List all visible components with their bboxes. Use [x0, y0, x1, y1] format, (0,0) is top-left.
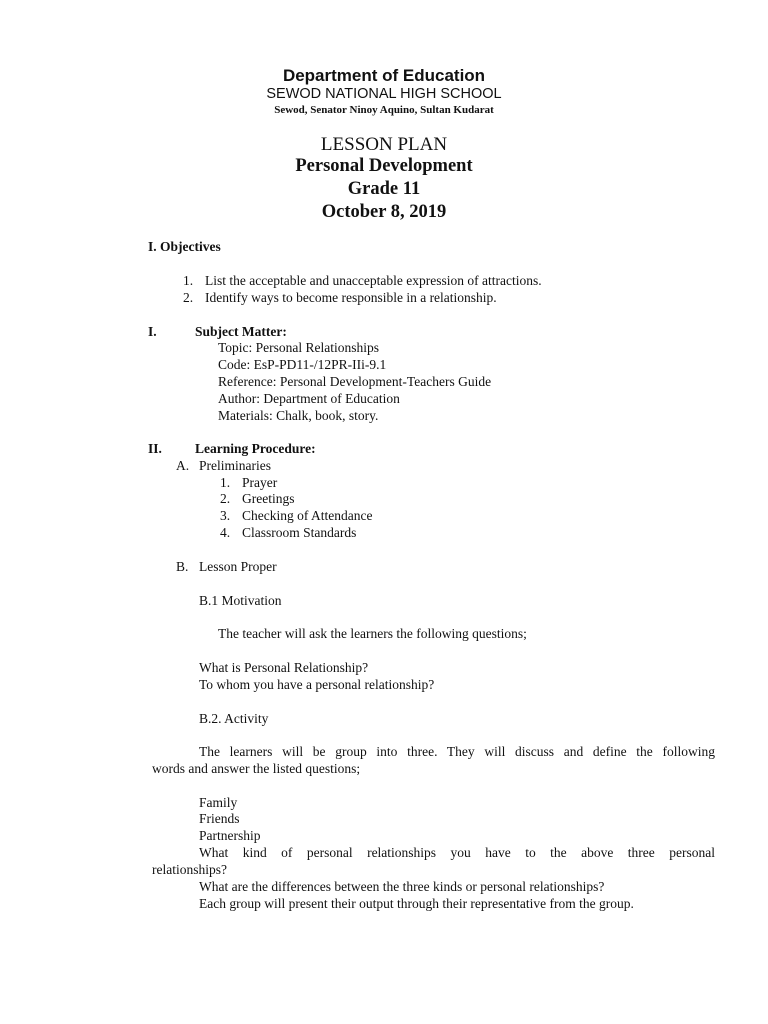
- school-name: SEWOD NATIONAL HIGH SCHOOL: [266, 86, 502, 102]
- activity-question: What are the differences between the three kinds or personal relationships?: [199, 879, 605, 894]
- activity-word: Partnership: [199, 828, 261, 843]
- activity-label: B.2. Activity: [199, 711, 269, 726]
- department-title: Department of Education: [282, 66, 486, 85]
- preliminaries-label: Preliminaries: [199, 458, 271, 473]
- school-address: Sewod, Senator Ninoy Aquino, Sultan Kudarat: [274, 104, 494, 116]
- activity-paragraph-line: words and answer the listed questions;: [152, 761, 361, 776]
- list-item: Classroom Standards: [242, 525, 357, 540]
- reference-line: Reference: Personal Development-Teachers Guide: [218, 374, 492, 389]
- lesson-date: October 8, 2019: [321, 202, 447, 222]
- activity-word: Family: [199, 795, 238, 810]
- activity-question-line: What kind of personal relationships you have to the above three personal: [199, 845, 715, 860]
- motivation-intro: The teacher will ask the learners the following questions;: [218, 626, 527, 641]
- activity-question-line: relationships?: [152, 862, 227, 877]
- learning-procedure-heading: Learning Procedure:: [195, 441, 316, 456]
- list-item: Checking of Attendance: [242, 508, 373, 523]
- activity-paragraph-line: The learners will be group into three. They will discuss and define the following: [199, 744, 715, 759]
- list-item: Prayer: [242, 475, 278, 490]
- preliminaries-letter: A.: [176, 458, 190, 473]
- subject-title: Personal Development: [295, 156, 473, 176]
- list-item-number: 3.: [220, 508, 231, 523]
- learning-procedure-numeral: II.: [148, 441, 162, 456]
- objectives-heading: I. Objectives: [148, 239, 221, 254]
- subject-matter-numeral: I.: [148, 324, 157, 339]
- motivation-label: B.1 Motivation: [199, 593, 282, 608]
- list-item: Identify ways to become responsible in a relationship.: [205, 290, 497, 305]
- list-item: Greetings: [242, 491, 295, 506]
- author-line: Author: Department of Education: [218, 391, 400, 406]
- motivation-question: To whom you have a personal relationship?: [199, 677, 435, 692]
- list-item-number: 1.: [183, 273, 194, 288]
- list-item-number: 2.: [183, 290, 194, 305]
- code-line: Code: EsP-PD11-/12PR-IIi-9.1: [218, 357, 387, 372]
- list-item-number: 1.: [220, 475, 231, 490]
- subject-matter-heading: Subject Matter:: [195, 324, 287, 339]
- motivation-question: What is Personal Relationship?: [199, 660, 369, 675]
- activity-word: Friends: [199, 811, 240, 826]
- topic-line: Topic: Personal Relationships: [218, 340, 380, 355]
- list-item-number: 2.: [220, 491, 231, 506]
- lesson-proper-label: Lesson Proper: [199, 559, 277, 574]
- list-item-number: 4.: [220, 525, 231, 540]
- grade-level: Grade 11: [347, 179, 421, 199]
- list-item: List the acceptable and unacceptable expression of attractions.: [205, 273, 542, 288]
- lesson-plan-title: LESSON PLAN: [320, 134, 448, 155]
- materials-line: Materials: Chalk, book, story.: [218, 408, 379, 423]
- activity-question: Each group will present their output through their representative from the group.: [199, 896, 634, 911]
- lesson-proper-letter: B.: [176, 559, 189, 574]
